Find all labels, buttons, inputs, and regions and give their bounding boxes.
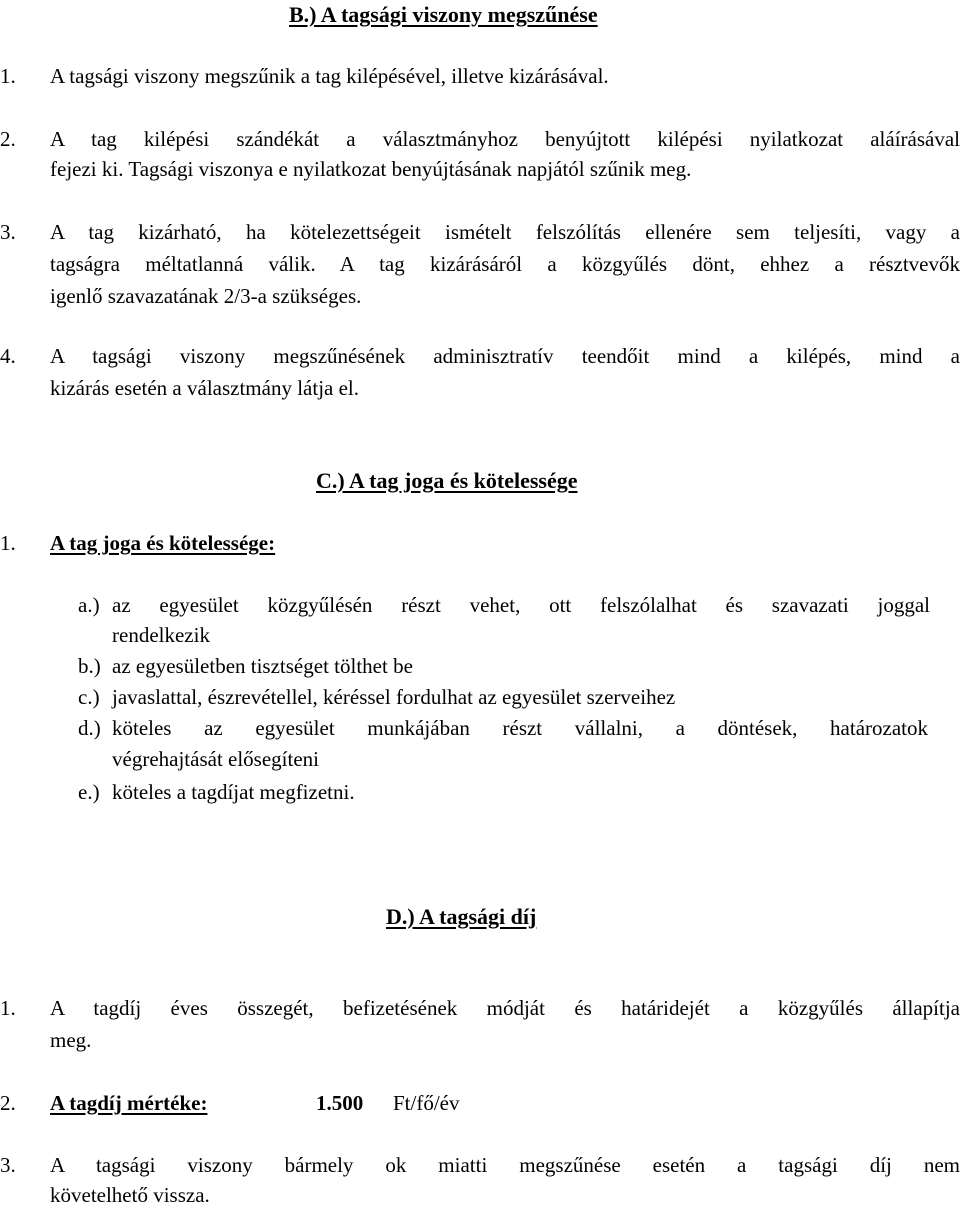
b-item-4-number: 4. <box>0 344 16 368</box>
b-item-3-line-2: tagságra méltatlanná válik. A tag kizárásáról a közgyűlés dönt, ehhez a résztvevők <box>50 252 960 276</box>
membership-fee-amount: 1.500 <box>316 1091 364 1115</box>
section-d-title: D.) A tagsági díj <box>386 904 537 929</box>
c-item-a-line-1: az egyesület közgyűlésén részt vehet, ott felszólalhat és szavazati joggal <box>112 593 930 617</box>
b-item-1-number: 1. <box>0 64 16 88</box>
c-item-a-line-2: rendelkezik <box>112 623 210 647</box>
b-item-2-number: 2. <box>0 127 16 151</box>
c-item-e-line-1: köteles a tagdíjat megfizetni. <box>112 780 355 804</box>
c-item-e-letter: e.) <box>78 780 100 804</box>
d-item-3-line-2: követelhető vissza. <box>50 1183 210 1207</box>
b-item-3-line-1: A tag kizárható, ha kötelezettségeit ismételt felszólítás ellenére sem teljesíti, vagy a <box>50 220 960 244</box>
c-item-d-letter: d.) <box>78 716 101 740</box>
b-item-2-line-1: A tag kilépési szándékát a választmányhoz benyújtott kilépési nyilatkozat aláírásával <box>50 127 960 151</box>
b-item-4-line-2: kizárás esetén a választmány látja el. <box>50 376 360 400</box>
c-subsection-title: A tag joga és kötelessége: <box>50 531 276 555</box>
d-item-3-number: 3. <box>0 1153 16 1177</box>
c-item-b-line-1: az egyesületben tisztséget tölthet be <box>112 654 413 678</box>
d-item-1-line-2: meg. <box>50 1028 92 1052</box>
b-item-3-number: 3. <box>0 220 16 244</box>
membership-fee-unit: Ft/fő/év <box>393 1091 460 1115</box>
c-item-b-letter: b.) <box>78 654 101 678</box>
c-item-c-letter: c.) <box>78 685 100 709</box>
b-item-3-line-3: igenlő szavazatának 2/3-a szükséges. <box>50 284 362 308</box>
d-item-2-number: 2. <box>0 1091 16 1115</box>
d-item-3-line-1: A tagsági viszony bármely ok miatti megszűnése esetén a tagsági díj nem <box>50 1153 960 1177</box>
b-item-1-line-1: A tagsági viszony megszűnik a tag kilépésével, illetve kizárásával. <box>50 64 609 88</box>
membership-fee-label: A tagdíj mértéke: <box>50 1091 208 1115</box>
d-item-1-line-1: A tagdíj éves összegét, befizetésének módját és határidejét a közgyűlés állapítja <box>50 996 960 1020</box>
c-item-c-line-1: javaslattal, észrevétellel, kéréssel fordulhat az egyesület szerveihez <box>112 685 676 709</box>
section-c-title: C.) A tag joga és kötelessége <box>316 468 578 493</box>
b-item-2-line-2: fejezi ki. Tagsági viszonya e nyilatkozat benyújtásának napjától szűnik meg. <box>50 157 692 181</box>
d-item-1-number: 1. <box>0 996 16 1020</box>
c-subsection-number: 1. <box>0 531 16 555</box>
c-item-d-line-2: végrehajtását elősegíteni <box>112 747 319 771</box>
c-item-a-letter: a.) <box>78 593 100 617</box>
section-b-title: B.) A tagsági viszony megszűnése <box>289 2 598 27</box>
c-item-d-line-1: köteles az egyesület munkájában részt vállalni, a döntések, határozatok <box>112 716 928 740</box>
b-item-4-line-1: A tagsági viszony megszűnésének adminisztratív teendőit mind a kilépés, mind a <box>50 344 960 368</box>
